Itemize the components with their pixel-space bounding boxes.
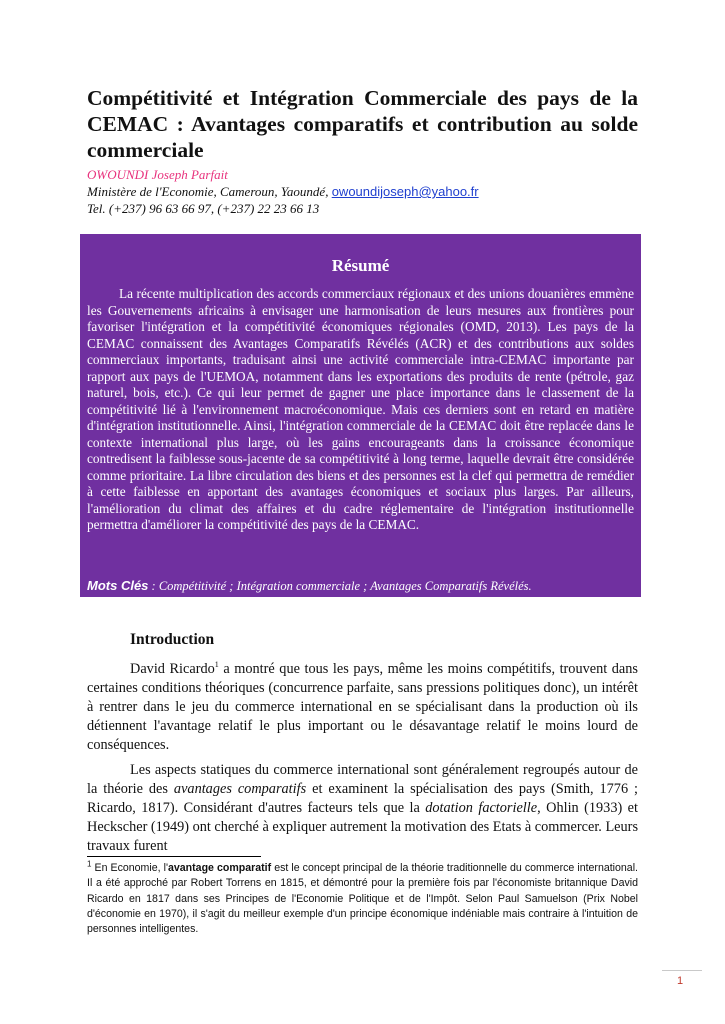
abstract-box (80, 234, 641, 597)
author-block (87, 166, 647, 217)
text: David Ricardo (130, 661, 215, 677)
keywords-label: Mots Clés (87, 578, 149, 593)
text: et examinent la spécialisation des pays (Smith, 1776 ; Ricardo, 1817). Considérant d'autres facteurs tels que la (87, 781, 639, 816)
emphasis: avantages comparatifs (173, 781, 307, 797)
footnote (87, 861, 638, 937)
section-heading-introduction: Introduction (130, 631, 215, 648)
paper-title: Compétitivité et Intégration Commerciale des pays de la CEMAC : Avantages comparatifs et contribution au solde commerciale (87, 86, 638, 162)
author-phone: Tel. (+237) 96 63 66 97, (+237) 22 23 66 13 (87, 201, 320, 216)
author-name: OWOUNDI Joseph Parfait (87, 167, 228, 182)
text: a montré que tous les pays, même les moins compétitifs, trouvent dans certaines conditions théoriques (concurrence parfaite, sans pressions politiques donc), un intérêt à rentrer dans le jeu du commerce international en se spécialisant dans la production où ils détiennent l'avantage relatif le plus important ou le désavantage relatif le moins lourd de conséquences. (87, 661, 638, 753)
abstract-text: La récente multiplication des accords commerciaux régionaux et des unions douanières emmène les Gouvernements africains à envisager une harmonisation de leurs mesures aux frontières pour favoriser l'intégration et la compétitivité économiques régionales (OMD, 2013). Les pays de la CEMAC connaissent des Avantages Comparatifs Révélés (ACR) et des contributions aux soldes commerciaux importants, traduisant ainsi une activité commerciale intra-CEMAC importante par rapport aux pays de l'UEMOA, notamment dans les exportations des produits de rente (pétrole, gaz naturel, bois, etc.). Ce qui leur permet de gagner une place importance dans le classement de la compétitivité lié à l'environnement macroéconomique. Mais ces derniers sont en retard en matière d'intégration institutionnelle. Ainsi, l'intégration commerciale de la CEMAC doit être replacée dans le contexte international plus large, où les gains encourageants dans la croissance économique contredisent la faiblesse sous-jacente de sa compétitivité à long terme, laquelle devrait être considérée comme prioritaire. La libre circulation des biens et des personnes est la clef qui permettra de remédier à cette faiblesse en apportant des avantages économiques et sociaux plus larges. Par ailleurs, l'amélioration du climat des affaires et du cadre réglementaire de l'intégration institutionnelle permettra d'améliorer la compétitivité des pays de la CEMAC. (87, 286, 634, 532)
paragraph (87, 761, 638, 856)
author-affiliation: Ministère de l'Economie, Cameroun, Yaoundé, (87, 184, 332, 199)
abstract-heading: Résumé (331, 256, 390, 275)
bold-term: avantage comparatif (168, 862, 272, 874)
page-number-rule (662, 970, 702, 971)
paragraph (87, 660, 638, 755)
email-link[interactable]: owoundijoseph@yahoo.fr (331, 184, 479, 199)
body-text (87, 660, 638, 862)
keywords-list: : Compétitivité ; Intégration commerciale ; Avantages Comparatifs Révélés. (148, 579, 532, 593)
footnote-number: 1 (87, 859, 92, 869)
page-number: 1 (677, 975, 684, 987)
emphasis: dotation factorielle (425, 800, 538, 816)
footnote-ref[interactable]: 1 (214, 660, 219, 670)
text: est le concept principal de la théorie traditionnelle du commerce international. Il a été approché par Robert Torrens en 1815, et démontré pour la première fois par l'économiste britannique David Ricardo en 1817 dans ses Principes de l'Economie Politique et de l'Impôt. Selon Paul Samuelson (Prix Nobel d'économie en 1970), il s'agit du meilleur exemple d'un principe économique indéniable mais contraire à l'intuition de personnes intelligentes. (87, 862, 639, 936)
text: Les aspects statiques du commerce international sont généralement regroupés autour de la théorie des (87, 762, 638, 797)
keywords (87, 578, 532, 594)
footnote-divider (87, 856, 261, 857)
text: En Economie, l' (91, 862, 168, 874)
text: , Ohlin (1933) et Heckscher (1949) ont cherché à expliquer autrement la motivation des Etats à commercer. Leurs travaux furent (87, 800, 639, 854)
